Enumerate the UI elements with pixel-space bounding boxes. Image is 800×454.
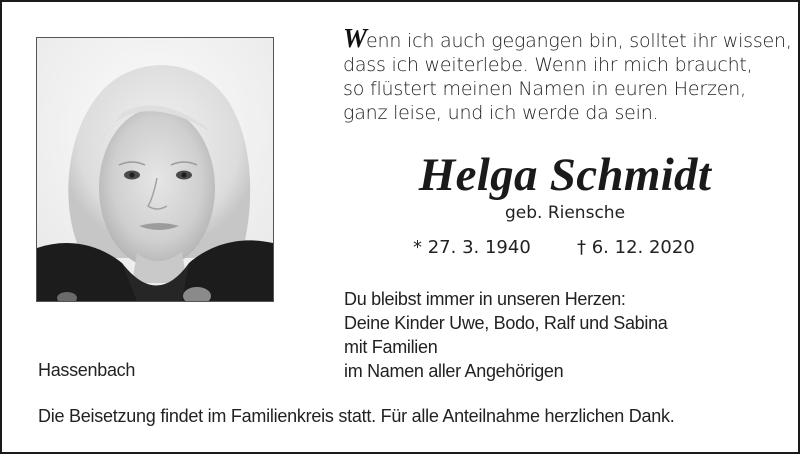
mourners-line: Du bleibst immer in unseren Herzen:	[344, 289, 626, 309]
poem-line: Wenn ich auch gegangen bin, solltet ihr wissen,	[343, 23, 792, 53]
drop-cap: W	[343, 23, 367, 53]
poem	[343, 23, 792, 125]
mourners-block	[344, 287, 668, 383]
mourners-line: Deine Kinder Uwe, Bodo, Ralf und Sabina	[344, 313, 668, 333]
birth-date: * 27. 3. 1940	[413, 237, 531, 258]
mourners-line: im Namen aller Angehörigen	[344, 361, 564, 381]
portrait-photo	[36, 37, 274, 302]
funeral-note: Die Beisetzung findet im Familienkreis statt. Für alle Anteilnahme herzlichen Dank.	[38, 406, 675, 426]
poem-line: ganz leise, und ich werde da sein.	[343, 102, 659, 124]
mourners-line: mit Familien	[344, 337, 438, 357]
poem-line: dass ich weiterlebe. Wenn ihr mich braucht,	[343, 54, 753, 76]
poem-line: so flüstert meinen Namen in euren Herzen,	[343, 78, 746, 100]
place-name: Hassenbach	[38, 360, 136, 380]
maiden-name: geb. Riensche	[504, 203, 626, 223]
death-date: † 6. 12. 2020	[577, 237, 695, 258]
deceased-name: Helga Schmidt	[418, 149, 712, 201]
